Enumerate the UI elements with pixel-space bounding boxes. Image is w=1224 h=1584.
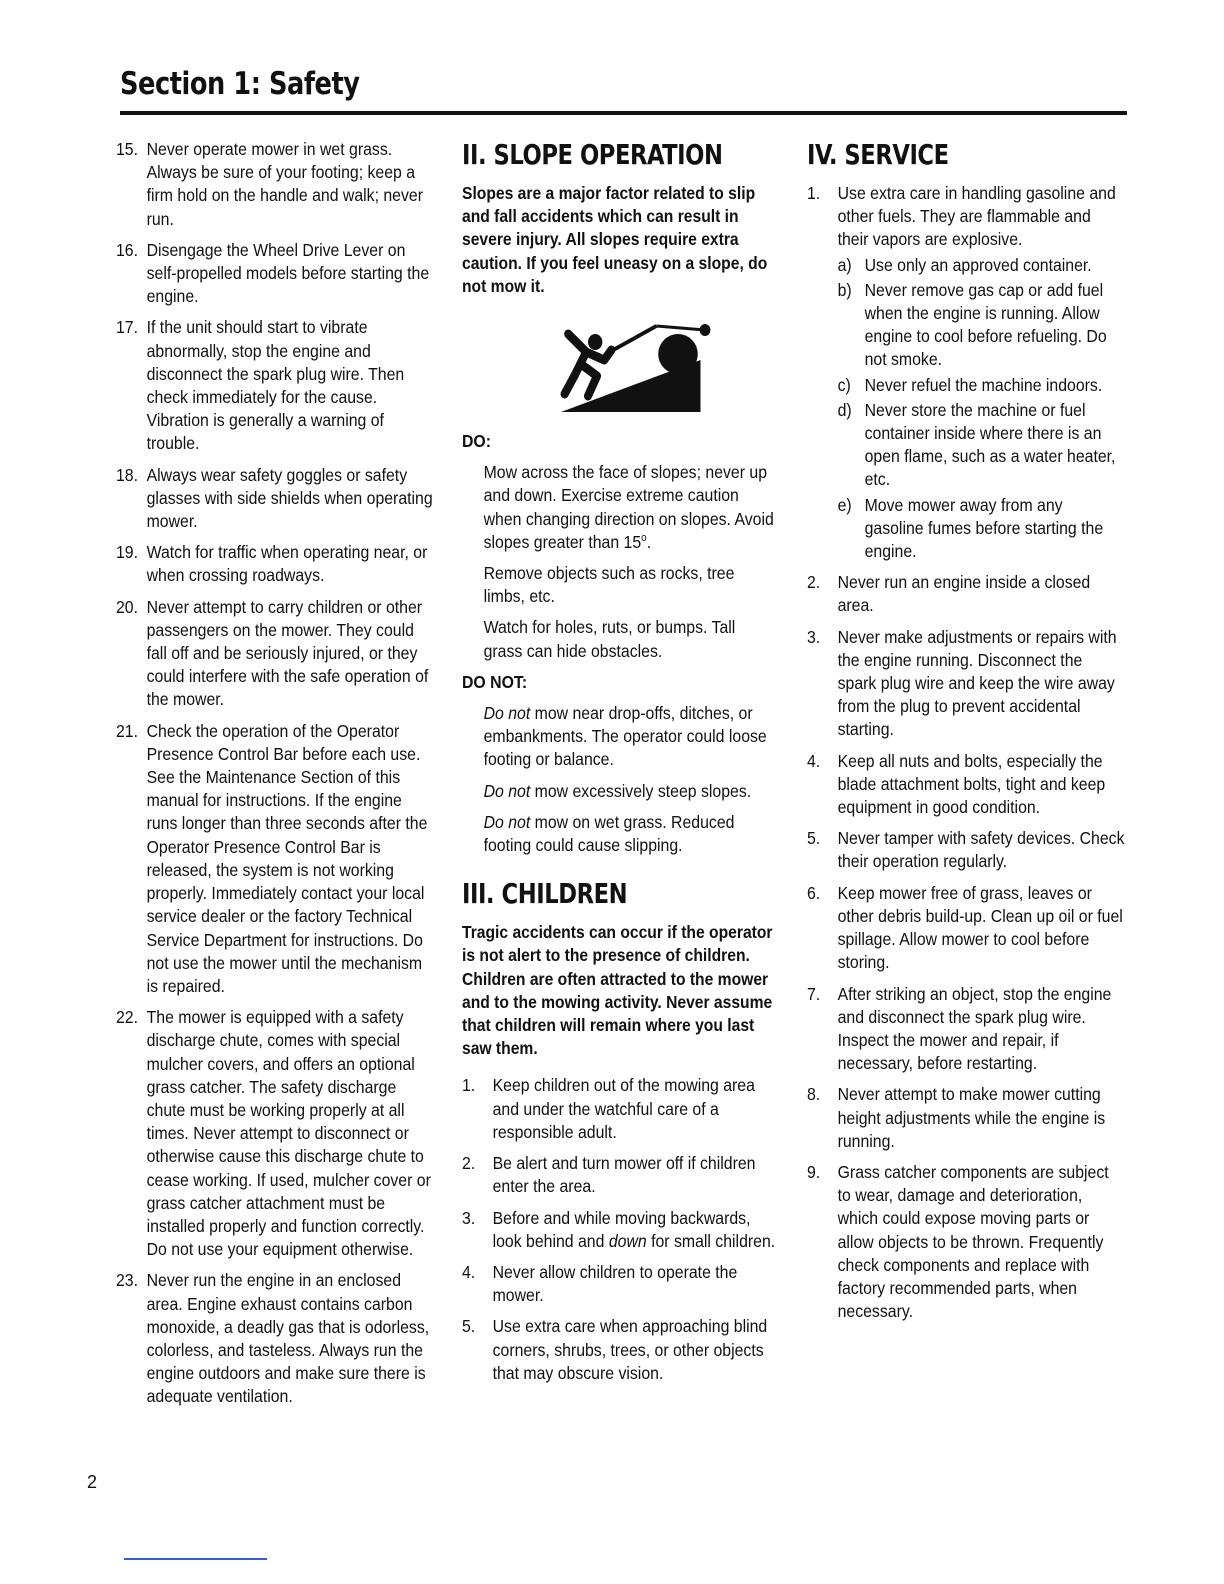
title-rule bbox=[120, 111, 1127, 115]
left-column bbox=[116, 138, 434, 1417]
list-item: 3. Before and while moving backwards, look behind and down for small children. bbox=[462, 1207, 776, 1251]
list-item: 20. Never attempt to carry children or other passengers on the mower. They could fall off and be seriously injured, or they could interfere with the safe operation of the mower. bbox=[116, 596, 429, 710]
list-item: 5. Never tamper with safety devices. Check their operation regularly. bbox=[807, 828, 1125, 872]
footer-line bbox=[124, 1558, 267, 1560]
list-item: 18. Always wear safety goggles or safety glasses with side shields when operating mower. bbox=[116, 464, 433, 532]
list-item: 19. Watch for traffic when operating near, or when crossing roadways. bbox=[116, 542, 428, 586]
service-heading: IV. SERVICE bbox=[807, 138, 949, 171]
do-not-item-3: Do not mow on wet grass. Reduced footing could cause slipping. bbox=[483, 811, 735, 856]
list-item: 1. Use extra care in handling gasoline and other fuels. They are flammable and their vapors are explosive. a) Use only an approved container. b) Never remove gas cap or add fuel when the engine is running. Allow engine to cool before refueling. Do not smoke. c) Never refuel the machine indoors. d) Never store the machine or fuel container inside where there is an open flame, such as a water heater, etc. e) Move mower away from any gasoline fumes before starting the engine. bbox=[807, 182, 1125, 563]
list-item: a) Use only an approved container. bbox=[837, 254, 1092, 275]
slope-lead: Slopes are a major factor related to slip and fall accidents which can result in severe injury. All slopes require extra caution. If you feel uneasy on a slope, do not mow it. bbox=[462, 183, 768, 296]
list-item: 16. Disengage the Wheel Drive Lever on self-propelled models before starting the engine. bbox=[116, 239, 430, 307]
do-label: DO: bbox=[462, 431, 492, 452]
list-item: 1. Keep children out of the mowing area and under the watchful care of a responsible adult. bbox=[462, 1075, 755, 1142]
list-item: c) Never refuel the machine indoors. bbox=[837, 374, 1103, 395]
do-item-3: Watch for holes, ruts, or bumps. Tall grass can hide obstacles. bbox=[483, 617, 736, 661]
list-item: 4. Keep all nuts and bolts, especially the blade attachment bolts, tight and keep equipment in good condition. bbox=[807, 750, 1106, 818]
middle-column bbox=[462, 138, 778, 1393]
list-item: 7. After striking an object, stop the engine and disconnect the spark plug wire. Inspect the mower and repair, if necessary, before restarting. bbox=[807, 983, 1112, 1074]
service-list bbox=[807, 182, 1125, 1323]
list-item: 8. Never attempt to make mower cutting height adjustments while the engine is running. bbox=[807, 1084, 1106, 1151]
do-not-item-2: Do not mow excessively steep slopes. bbox=[483, 780, 752, 801]
list-item: 4. Never allow children to operate the mower. bbox=[462, 1261, 738, 1306]
list-item: 2. Be alert and turn mower off if children enter the area. bbox=[462, 1153, 756, 1197]
children-lead: Tragic accidents can occur if the operator is not alert to the presence of children. Children are often attracted to the mower and to the mowing activity. Never assume that children will remain where you last saw them. bbox=[462, 922, 773, 1059]
section-title: Section 1: Safety bbox=[120, 66, 360, 102]
slope-heading: II. SLOPE OPERATION bbox=[462, 138, 723, 171]
list-item: 5. Use extra care when approaching blind corners, shrubs, trees, or other objects that may obscure vision. bbox=[462, 1316, 768, 1383]
do-item-1: Mow across the face of slopes; never up and down. Exercise extreme caution when changing direction on slopes. Avoid slopes greater than 15$^o$. bbox=[483, 462, 774, 552]
service-sublist bbox=[838, 254, 1125, 564]
list-item: 6. Keep mower free of grass, leaves or other debris build-up. Clean up oil or fuel spillage. Allow mower to cool before storing. bbox=[807, 882, 1123, 973]
list-item: e) Move mower away from any gasoline fumes before starting the engine. bbox=[837, 494, 1104, 562]
do-not-label: DO NOT: bbox=[462, 671, 528, 692]
list-item: 15. Never operate mower in wet grass. Always be sure of your footing; keep a firm hold on the handle and walk; never run. bbox=[116, 139, 423, 229]
right-column bbox=[807, 138, 1125, 1331]
list-item: 17. If the unit should start to vibrate abnormally, stop the engine and disconnect the spark plug wire. Then check immediately for the cause. Vibration is generally a warning of trouble. bbox=[116, 317, 405, 454]
list-item: 2. Never run an engine inside a closed area. bbox=[807, 572, 1091, 616]
do-not-item-1: Do not mow near drop-offs, ditches, or embankments. The operator could loose footing or balance. bbox=[483, 703, 767, 770]
page-number: 2 bbox=[87, 1472, 98, 1492]
slope-warning-icon bbox=[498, 312, 732, 422]
children-heading: III. CHILDREN bbox=[462, 877, 628, 911]
list-item: b) Never remove gas cap or add fuel when the engine is running. Allow engine to cool before refueling. Do not smoke. bbox=[837, 279, 1107, 370]
list-item: 9. Grass catcher components are subject to wear, damage and deterioration, which could expose moving parts or allow objects to be thrown. Frequently check components and replace with factory recommended parts, when necessary. bbox=[807, 1161, 1109, 1322]
list-item: 3. Never make adjustments or repairs with the engine running. Disconnect the spark plug wire and keep the wire away from the plug to prevent accidental starting. bbox=[807, 626, 1117, 740]
list-item: d) Never store the machine or fuel container inside where there is an open flame, such as a water heater, etc. bbox=[837, 399, 1116, 490]
children-list bbox=[462, 1074, 777, 1384]
list-item: 21. Check the operation of the Operator Presence Control Bar before each use. See the Maintenance Section of this manual for instructions. If the engine runs longer than three seconds after the Operator Presence Control Bar is released, the system is not working properly. Immediately contact your local service dealer or the factory Technical Service Department for instructions. Do not use the mower until the mechanism is repaired. bbox=[116, 720, 428, 996]
do-item-2: Remove objects such as rocks, tree limbs, etc. bbox=[483, 563, 735, 607]
left-items-list bbox=[116, 138, 434, 1409]
list-item: 22. The mower is equipped with a safety discharge chute, comes with special mulcher covers, and offers an optional grass catcher. The safety discharge chute must be working properly at all times. Never attempt to disconnect or otherwise cause this discharge chute to cease working. If used, mulcher cover or grass catcher attachment must be installed properly and function correctly. Do not use your equipment otherwise. bbox=[116, 1007, 431, 1260]
list-item: 23. Never run the engine in an enclosed area. Engine exhaust contains carbon monoxide, a deadly gas that is odorless, colorless, and tasteless. Always run the engine outdoors and make sure there is adequate ventilation. bbox=[116, 1270, 430, 1407]
